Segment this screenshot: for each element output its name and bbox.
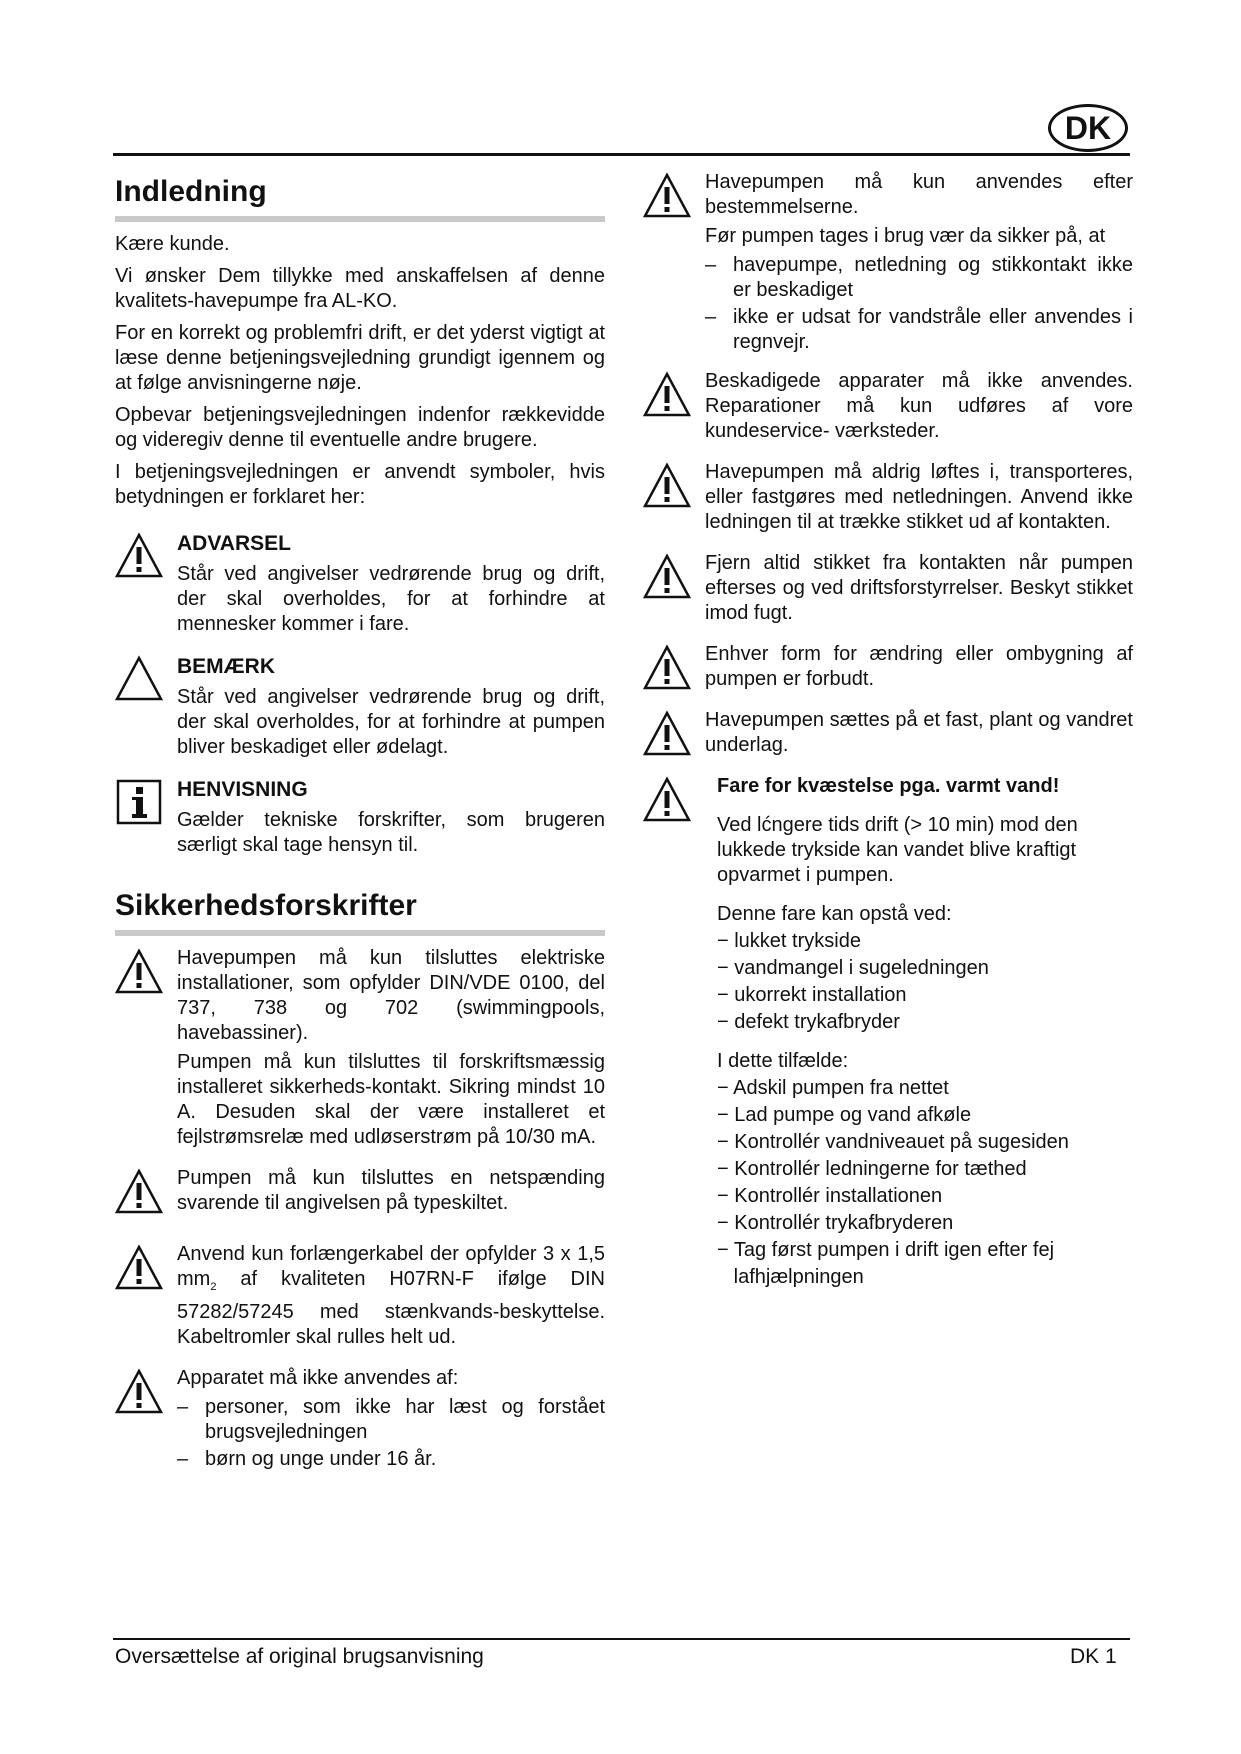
safety-item (643, 460, 1133, 539)
list-item: − Tag først pumpen i drift igen efter fej (717, 1239, 1055, 1261)
hot-water-title: Fare for kvæstelse pga. varmt vand! (717, 775, 1060, 797)
list-item: − Kontrollér installationen (717, 1185, 943, 1207)
list-item-text: ikke er udsat for vandstråle eller anvendes i regnvejr. (733, 306, 1133, 353)
action-intro: I dette tilfælde: (717, 1050, 849, 1072)
dash-mark: – (705, 306, 717, 328)
list-item: − Kontrollér vandniveauet på sugesiden (717, 1131, 1069, 1153)
safety-title: Sikkerhedsforskrifter (115, 889, 417, 922)
warning-icon (643, 371, 691, 419)
dash-mark: – (177, 1396, 189, 1418)
safety-title-bar (115, 930, 605, 936)
list-item (177, 1447, 605, 1472)
symbol-label: BEMÆRK (177, 655, 275, 678)
warning-icon (643, 710, 691, 758)
safety-item (643, 708, 1133, 762)
warning-icon (643, 172, 691, 220)
safety-item (115, 1366, 605, 1474)
warning-icon (115, 532, 163, 580)
safety-text: Apparatet må ikke anvendes af: (177, 1367, 459, 1389)
warning-icon (643, 462, 691, 510)
info-icon (115, 778, 163, 826)
symbol-caution-row (115, 653, 605, 764)
safety-text: Havepumpen må kun anvendes efter bestemmelserne. (705, 171, 1133, 218)
page-number: DK 1 (1070, 1645, 1117, 1668)
right-column (643, 160, 1133, 1304)
intro-title: Indledning (115, 175, 267, 208)
list-item: − ukorrekt installation (717, 984, 907, 1006)
safety-item (115, 1242, 605, 1354)
cable-text-b: af kvaliteten H07RN-F ifølge DIN 57282/57245 med stænkvands-beskyttelse. Kabeltromler skal rulles helt ud. (177, 1268, 605, 1348)
symbol-label: ADVARSEL (177, 532, 291, 555)
safety-item (643, 642, 1133, 696)
warning-icon (115, 1244, 163, 1292)
safety-item (115, 1166, 605, 1220)
symbol-info-row (115, 776, 605, 862)
safety-text: Pumpen må kun tilsluttes en netspænding svarende til angivelsen på typeskiltet. (177, 1167, 605, 1214)
intro-paragraph: I betjeningsvejledningen er anvendt symboler, hvis betydningen er forklaret her: (115, 461, 605, 508)
safety-text: Beskadigede apparater må ikke anvendes. Reparationer må kun udføres af vore kundeservice- værksteder. (705, 370, 1133, 442)
list-item: − defekt trykafbryder (717, 1011, 900, 1033)
safety-text: Pumpen må kun tilsluttes til forskriftsmæssig installeret sikkerheds-kontakt. Sikring mindst 10 A. Desuden skal der være installeret et fejlstrømsrelæ med udløserstrøm på 10/30 mA. (177, 1051, 605, 1148)
list-item-text: havepumpe, netledning og stikkontakt ikke er beskadiget (733, 254, 1133, 301)
warning-icon (115, 1368, 163, 1416)
dash-mark: – (177, 1448, 189, 1470)
list-item: − Adskil pumpen fra nettet (717, 1077, 949, 1099)
list-item: − Kontrollér trykafbryderen (717, 1212, 954, 1234)
list-item (177, 1395, 605, 1445)
symbol-text: Gælder tekniske forskrifter, som brugeren særligt skal tage hensyn til. (177, 809, 605, 856)
safety-text: Havepumpen sættes på et fast, plant og vandret underlag. (705, 709, 1133, 756)
safety-text: Havepumpen må aldrig løftes i, transporteres, eller fastgøres med netledningen. Anvend ikke ledningen til at trække stikket ud af kontakten. (705, 461, 1133, 533)
symbol-label: HENVISNING (177, 778, 308, 801)
cable-sub: 2 (210, 1281, 217, 1293)
safety-item (643, 369, 1133, 448)
dash-mark: – (705, 254, 717, 276)
footer-title: Oversættelse af original brugsanvisning (115, 1645, 484, 1668)
safety-text: Før pumpen tages i brug vær da sikker på, at (705, 225, 1106, 247)
warning-icon (115, 1168, 163, 1216)
warning-icon (643, 553, 691, 601)
intro-paragraph: Kære kunde. (115, 233, 230, 255)
left-column (115, 160, 605, 1486)
list-item (705, 305, 1133, 355)
list-item: − Kontrollér ledningerne for tæthed (717, 1158, 1027, 1180)
list-item: − vandmangel i sugeledningen (717, 957, 989, 979)
warning-icon (115, 948, 163, 996)
symbol-warning-row (115, 530, 605, 641)
intro-title-bar (115, 216, 605, 222)
symbol-text: Står ved angivelser vedrørende brug og drift, der skal overholdes, for at forhindre at pumpen bliver beskadiget eller ødelagt. (177, 686, 605, 758)
cause-intro: Denne fare kan opstå ved: (717, 903, 952, 925)
safety-item (643, 551, 1133, 630)
list-item: − Lad pumpe og vand afkøle (717, 1104, 972, 1126)
cable-text-a: Anvend kun forlængerkabel der opfylder 3 x 1,5 mm (177, 1243, 605, 1290)
safety-item (115, 946, 605, 1154)
caution-icon (115, 655, 163, 703)
safety-text: Havepumpen må kun tilsluttes elektriske installationer, som opfylder DIN/VDE 0100, del 737, 738 og 702 (swimmingpools, havebassiner). (177, 947, 605, 1044)
country-badge: DK (1048, 104, 1128, 152)
safety-text: Fjern altid stikket fra kontakten når pumpen efterses og ved driftsforstyrrelser. Beskyt stikket imod fugt. (705, 552, 1133, 624)
header-rule (113, 153, 1130, 156)
safety-item (643, 170, 1133, 357)
footer-rule (113, 1638, 1130, 1640)
safety-text (177, 1242, 605, 1350)
hot-water-text: Ved lćngere tids drift (> 10 min) mod den lukkede trykside kan vandet blive kraftigt opvarmet i pumpen. (717, 814, 1078, 886)
warning-icon (643, 644, 691, 692)
intro-paragraph: Opbevar betjeningsvejledningen indenfor rækkevidde og videregiv denne til eventuelle andre brugere. (115, 404, 605, 451)
symbol-text: Står ved angivelser vedrørende brug og drift, der skal overholdes, for at forhindre at mennesker kommer i fare. (177, 563, 605, 635)
safety-text: Enhver form for ændring eller ombygning af pumpen er forbudt. (705, 643, 1133, 690)
list-item-text: personer, som ikke har læst og forstået brugsvejledningen (205, 1396, 605, 1443)
list-item-text: børn og unge under 16 år. (205, 1448, 437, 1470)
list-item: lafhjælpningen (717, 1266, 864, 1288)
intro-paragraph: For en korrekt og problemfri drift, er det yderst vigtigt at læse denne betjeningsvejledning grundigt igennem og at følge anvisningerne nøje. (115, 322, 605, 394)
list-item: − lukket trykside (717, 930, 861, 952)
intro-paragraph: Vi ønsker Dem tillykke med anskaffelsen af denne kvalitets-havepumpe fra AL-KO. (115, 265, 605, 312)
hot-water-warning (643, 774, 1133, 1292)
list-item (705, 253, 1133, 303)
warning-icon (643, 776, 691, 824)
